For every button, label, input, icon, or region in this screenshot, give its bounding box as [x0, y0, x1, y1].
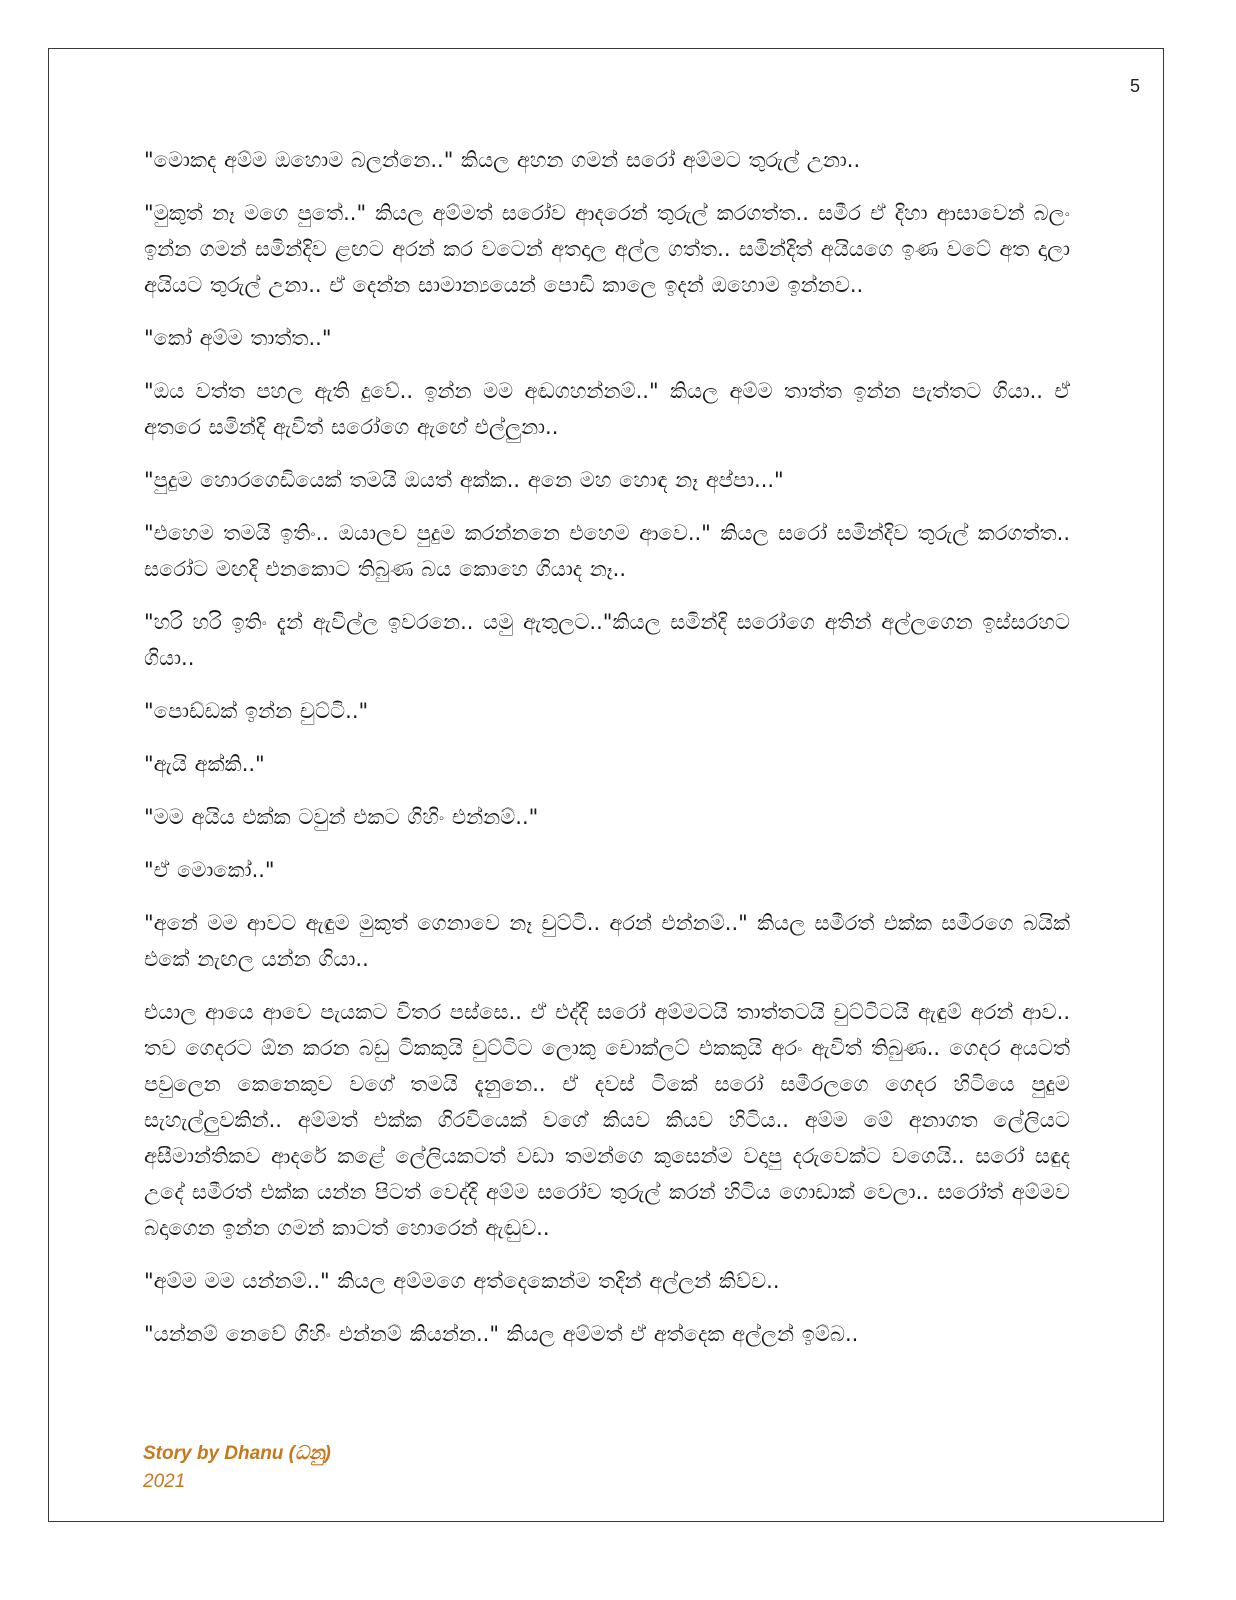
paragraph: "හරි හරි ඉතිං දැන් ඇවිල්ල ඉවරනෙ.. යමු ඇතුලට.."කියල සමින්දි සරෝගෙ අතින් අල්ලගෙන ඉස්සරහට ගියා.. — [144, 610, 1070, 670]
paragraph: "ඔය වත්ත පහල ඇති දුවේ.. ඉන්න මම අඬගහන්නම්.." කියල අම්ම තාත්ත ඉන්න පැත්තට ගියා.. ඒ අතරෙ සමින්දි ඇවිත් සරෝගෙ ඇඟේ එල්ලුනා.. — [144, 379, 1070, 439]
paragraph: "පුදුම හොරගෙඩියෙක් තමයි ඔයත් අක්ක.. අනෙ මහ හොඳ නෑ අප්පා..." — [144, 468, 784, 492]
page-number: 5 — [1129, 76, 1140, 96]
paragraph: "මොකද අම්ම ඔහොම බලන්නෙ.." කියල අහන ගමන් සරෝ අම්මට තුරුල් උනා.. — [144, 148, 861, 172]
paragraph: එයාල ආයෙ ආවෙ පැයකට විතර පස්සෙ.. ඒ එද්දි සරෝ අම්මටයි තාත්තටයි චුට්ටිටයි ඇඳුම් අරන් ආව.. තව ගෙදරට ඕන කරන බඩු ටිකකුයි චුට්ටිට ලොකු චොක්ලට් එකකුයි අරං ඇවිත් තිබුණ.. ගෙදර අයටත් පවුලෙන කෙනෙකුව වගේ තමයි දැනුනෙ.. ඒ දවස් ටිකේ සරෝ සමීරලගෙ ගෙදර හිටියෙ පුදුම සැහැල්ලුවකින්.. අම්මත් එක්ක ගිරවියෙක් වගේ කියව කියව හිටිය.. අම්ම මේ අනාගත ලේලියට අසීමාන්තිකව ආදරේ කළේ ලේලියකටත් වඩා තමන්ගෙ කුසෙන්ම වදාපු දරුවෙක්ට වගෙයි.. සරෝ සඳුද උදේ සමීරත් එක්ක යන්න පිටත් වෙද්දි අම්ම සරෝව තුරුල් කරන් හිටිය ගොඩාක් වෙලා.. සරෝත් අම්මව බදාගෙන ඉන්න ගමන් කාටත් හොරෙන් ඇඬුව.. — [144, 1000, 1070, 1240]
paragraph: "මුකුත් නෑ මගෙ පුතේ.." කියල අම්මත් සරෝව ආදරෙන් තුරුල් කරගත්ත.. සමීර ඒ දිහා ආසාවෙන් බලං ඉන්න ගමන් සමින්දිව ළඟට අරන් කර වටෙන් අතදාල අල්ල ගත්ත.. සමින්දිත් අයියගෙ ඉණ වටේ අත දාලා අයියට තුරුල් උනා.. ඒ දෙන්න සාමාන්‍යයෙන් පොඩි කාලෙ ඉදන් ඔහොම ඉන්නව.. — [144, 201, 1070, 297]
story-footer — [143, 1440, 331, 1496]
paragraph: "ඇයි අක්කි.." — [144, 752, 265, 776]
paragraph: "අම්ම මම යන්නම්.." කියල අම්මගෙ අත්දෙකෙන්ම තදින් අල්ලන් කිව්ව.. — [144, 1269, 780, 1293]
publication-year: 2021 — [143, 1471, 186, 1492]
paragraph: "මම අයිය එක්ක ටවුන් එකට ගිහිං එන්නම්.." — [144, 805, 539, 829]
paragraph: "යන්නම් නෙවේ ගිහිං එන්නම් කියන්න.." කියල අම්මත් ඒ අත්දෙක අල්ලන් ඉම්බ.. — [144, 1322, 859, 1346]
paragraph: "එහෙම තමයි ඉතිං.. ඔයාලව පුදුම කරන්නනෙ එහෙම ආවෙ.." කියල සරෝ සමින්දිව තුරුල් කරගත්ත.. සරෝට මඟදි එනකොට තිබුණ බය කොහෙ ගියාද නෑ.. — [144, 521, 1070, 581]
author-credit: Story by Dhanu (ධනු) — [143, 1443, 331, 1464]
paragraph: "ඒ මොකෝ.." — [144, 858, 275, 882]
paragraph: "කෝ අම්ම තාත්ත.." — [144, 326, 332, 350]
paragraph: "අනේ මම ආවට ඇඳුම මුකුත් ගෙනාවෙ නෑ චුට්ටි.. අරන් එන්නම්.." කියල සමීරත් එක්ක සමීරගෙ බයික් එකේ නැඟල යන්න ගියා.. — [144, 911, 1070, 971]
story-body — [144, 142, 1070, 1369]
paragraph: "පොඩ්ඩක් ඉන්න චුට්ටි.." — [144, 699, 369, 723]
